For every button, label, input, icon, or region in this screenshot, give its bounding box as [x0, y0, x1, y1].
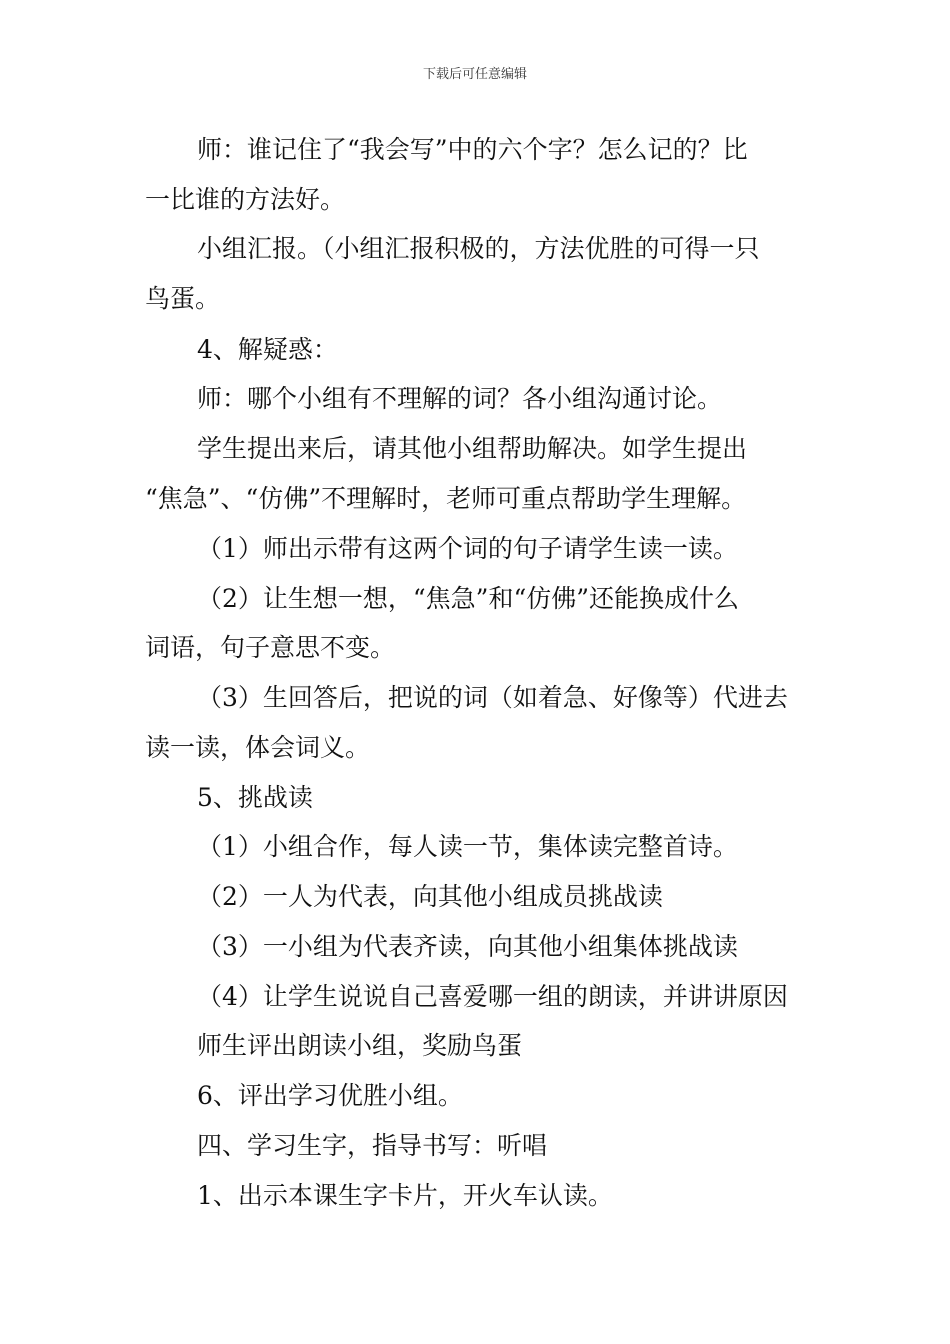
text-line: （1）师出示带有这两个词的句子请学生读一读。 [197, 534, 738, 563]
text-line: 师生评出朗读小组，奖励鸟蛋 [197, 1031, 523, 1060]
text-line: 5、挑战读 [197, 783, 313, 812]
text-line: 鸟蛋。 [145, 284, 221, 313]
page-header: 下载后可任意编辑 [422, 67, 527, 82]
text-line: 6、评出学习优胜小组。 [197, 1081, 463, 1110]
text-line: （2）让生想一想，“焦急”和“仿佛”还能换成什么 [197, 584, 740, 613]
text-line: 词语，句子意思不变。 [145, 633, 396, 662]
text-line: （3）生回答后，把说的词（如着急、好像等）代进去 [197, 683, 788, 712]
text-line: （4）让学生说说自己喜爱哪一组的朗读，并讲讲原因 [197, 982, 788, 1011]
text-line: （3）一小组为代表齐读，向其他小组集体挑战读 [197, 932, 738, 961]
text-line: 4、解疑惑： [197, 335, 338, 364]
text-line: 师：谁记住了“我会写”中的六个字？怎么记的？比 [197, 135, 748, 164]
text-line: “焦急”、“仿佛”不理解时，老师可重点帮助学生理解。 [145, 484, 747, 513]
text-line: 四、学习生字，指导书写：听唱 [197, 1131, 548, 1160]
text-line: 师：哪个小组有不理解的词？各小组沟通讨论。 [197, 384, 723, 413]
text-line: 一比谁的方法好。 [145, 185, 346, 214]
text-line: （1）小组合作，每人读一节，集体读完整首诗。 [197, 832, 738, 861]
text-line: 小组汇报。（小组汇报积极的，方法优胜的可得一只 [197, 234, 760, 263]
text-line: 学生提出来后，请其他小组帮助解决。如学生提出 [197, 434, 748, 463]
text-line: 读一读，体会词义。 [145, 733, 371, 762]
text-line: （2）一人为代表，向其他小组成员挑战读 [197, 882, 663, 911]
text-line: 1、出示本课生字卡片，开火车认读。 [197, 1181, 613, 1210]
